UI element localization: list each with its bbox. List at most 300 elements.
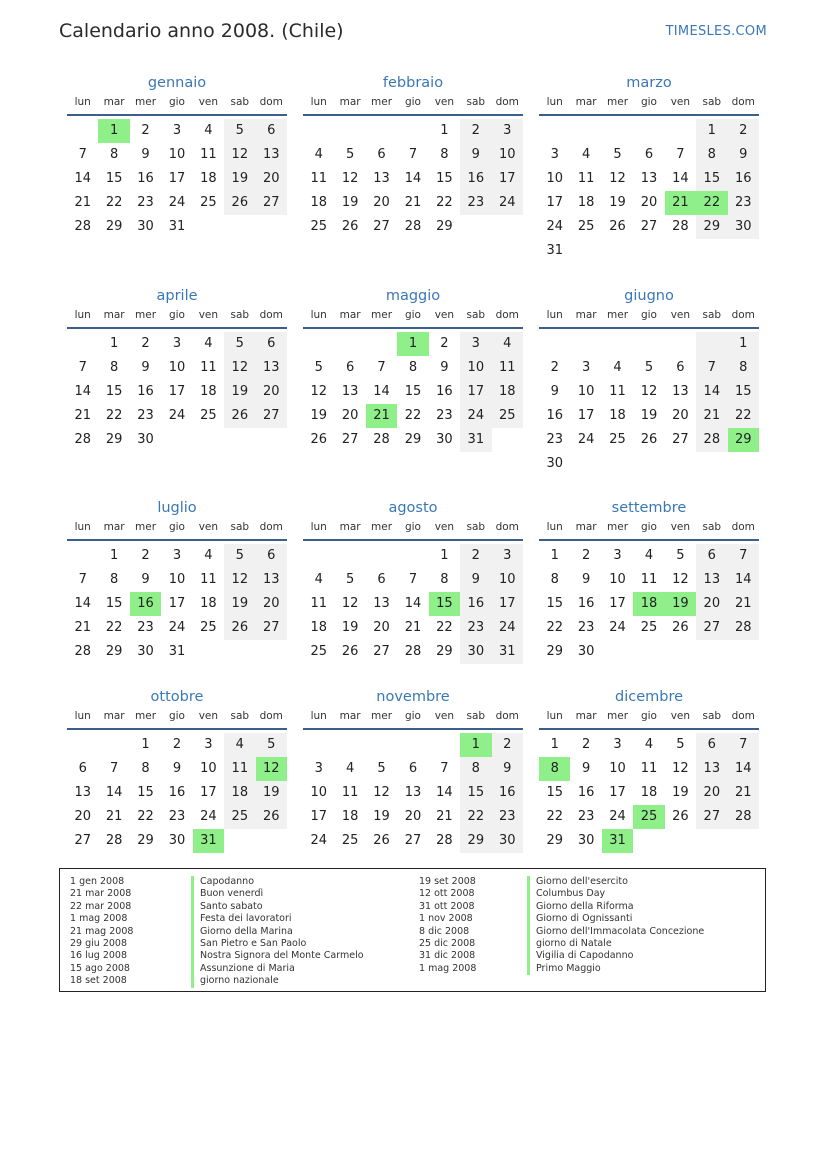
- empty-cell: [570, 119, 601, 143]
- day-cell: 8: [440, 147, 449, 162]
- month-giugno: [539, 285, 759, 476]
- day-cell: 13: [373, 596, 390, 611]
- weekday-label: dom: [259, 309, 283, 321]
- day-cell: 22: [546, 620, 563, 635]
- day-cell: 16: [460, 167, 491, 191]
- weekday-label: dom: [731, 96, 755, 108]
- day-cell: 31: [492, 640, 523, 664]
- day-cell: 12: [609, 171, 626, 186]
- day-cell: 17: [546, 195, 563, 210]
- day-cell: 10: [577, 384, 595, 399]
- day-cell: 30: [436, 432, 453, 447]
- day-cell: 11: [200, 147, 217, 162]
- day-cell: 26: [341, 219, 359, 234]
- day-cell: 26: [672, 809, 689, 824]
- day-cell: 17: [168, 384, 186, 399]
- day-cell: 8: [550, 572, 559, 587]
- day-cell: 20: [696, 781, 727, 805]
- day-cell: 23: [436, 408, 453, 423]
- day-cell: 26: [672, 620, 689, 635]
- empty-cell: [696, 829, 727, 853]
- day-cell: 20: [341, 408, 359, 423]
- day-cell: 24: [577, 432, 595, 447]
- day-cell: 11: [640, 572, 658, 587]
- day-cell: 29: [436, 644, 453, 659]
- empty-cell: [633, 119, 664, 143]
- day-cell: 12: [640, 384, 658, 399]
- month-settembre: [539, 497, 759, 664]
- legend-holiday-name: Assunzione di Maria: [191, 963, 364, 975]
- empty-cell: [665, 119, 696, 143]
- day-cell: 6: [256, 332, 287, 356]
- month-ottobre: [67, 686, 287, 853]
- day-cell: 21: [404, 195, 422, 210]
- day-cell: 10: [200, 761, 217, 776]
- weekday-label: gio: [640, 710, 657, 722]
- empty-cell: [633, 829, 664, 853]
- day-cell: 21: [74, 195, 91, 210]
- weekday-label: mer: [135, 521, 157, 533]
- day-cell: 24: [609, 620, 626, 635]
- day-cell: 30: [546, 456, 563, 471]
- legend-date: 1 mag 2008: [419, 962, 477, 974]
- day-cell: 10: [460, 356, 491, 380]
- empty-cell: [633, 640, 664, 664]
- day-cell: 17: [609, 596, 626, 611]
- legend-date: 21 mar 2008: [70, 888, 132, 900]
- day-cell: 17: [168, 596, 186, 611]
- day-cell: 11: [200, 572, 217, 587]
- weekday-label: mer: [607, 96, 629, 108]
- weekday-label: mer: [371, 521, 393, 533]
- day-cell: 21: [728, 592, 759, 616]
- legend-date: 16 lug 2008: [70, 950, 127, 962]
- empty-cell: [256, 640, 287, 664]
- day-cell: 21: [404, 620, 422, 635]
- day-cell: 25: [224, 805, 255, 829]
- holiday-day-cell: 1: [98, 119, 129, 143]
- legend-date: 22 mar 2008: [70, 900, 132, 912]
- empty-cell: [570, 452, 601, 476]
- day-cell: 30: [137, 644, 154, 659]
- day-cell: 3: [492, 544, 523, 568]
- day-cell: 13: [672, 384, 689, 399]
- day-cell: 29: [137, 833, 154, 848]
- legend-holiday-name: Vigilia di Capodanno: [527, 950, 704, 962]
- month-divider: [539, 327, 759, 329]
- weekday-label: ven: [670, 710, 691, 722]
- month-title: agosto: [388, 500, 438, 516]
- day-cell: 7: [109, 761, 119, 776]
- day-cell: 27: [672, 432, 689, 447]
- legend-holiday-name: Giorno dell'Immacolata Concezione: [527, 926, 704, 938]
- empty-cell: [696, 452, 727, 476]
- month-title: luglio: [157, 500, 197, 516]
- month-divider: [539, 728, 759, 730]
- month-title: dicembre: [614, 689, 684, 705]
- weekday-label: ven: [198, 521, 219, 533]
- day-cell: 22: [105, 195, 123, 210]
- day-cell: 15: [105, 171, 123, 186]
- weekday-label: mar: [575, 96, 597, 108]
- day-cell: 29: [436, 219, 453, 234]
- day-cell: 10: [168, 147, 186, 162]
- day-cell: 18: [640, 785, 658, 800]
- day-cell: 3: [172, 336, 182, 351]
- legend-holiday-name: giorno nazionale: [191, 975, 364, 987]
- day-cell: 14: [74, 596, 91, 611]
- day-cell: 11: [224, 757, 255, 781]
- empty-cell: [303, 332, 334, 356]
- day-cell: 25: [310, 219, 327, 234]
- day-cell: 15: [137, 785, 154, 800]
- empty-cell: [539, 332, 570, 356]
- empty-cell: [224, 215, 255, 239]
- month-title: maggio: [385, 288, 441, 304]
- day-cell: 21: [105, 809, 123, 824]
- weekday-label: gio: [640, 521, 657, 533]
- day-cell: 10: [492, 568, 523, 592]
- legend-date: 25 dic 2008: [419, 937, 476, 949]
- empty-cell: [570, 239, 601, 263]
- day-cell: 16: [492, 781, 523, 805]
- legend-holiday-name: San Pietro e San Paolo: [191, 938, 364, 950]
- day-cell: 18: [224, 781, 255, 805]
- holiday-day-cell: 1: [397, 332, 428, 356]
- day-cell: 21: [436, 809, 453, 824]
- day-cell: 7: [408, 572, 418, 587]
- day-cell: 8: [408, 360, 418, 375]
- day-cell: 27: [640, 219, 658, 234]
- month-title: ottobre: [150, 689, 204, 705]
- day-cell: 20: [696, 592, 727, 616]
- legend-date: 15 ago 2008: [70, 962, 130, 974]
- day-cell: 6: [408, 761, 418, 776]
- day-cell: 14: [728, 757, 759, 781]
- legend-names-left: [191, 876, 364, 988]
- legend-holiday-name: Festa dei lavoratori: [191, 913, 364, 925]
- day-cell: 6: [256, 544, 287, 568]
- weekday-label: dom: [259, 710, 283, 722]
- day-cell: 1: [440, 123, 449, 138]
- day-cell: 4: [204, 123, 213, 138]
- day-cell: 2: [172, 737, 182, 752]
- day-cell: 7: [78, 572, 87, 587]
- holiday-legend: [59, 868, 766, 992]
- empty-cell: [366, 544, 397, 568]
- day-cell: 19: [341, 620, 359, 635]
- day-cell: 21: [74, 408, 91, 423]
- weekday-label: mar: [103, 521, 125, 533]
- weekday-label: sab: [702, 521, 722, 533]
- day-cell: 24: [168, 620, 186, 635]
- day-cell: 16: [577, 596, 595, 611]
- day-cell: 13: [256, 356, 287, 380]
- day-cell: 17: [168, 171, 186, 186]
- day-cell: 19: [310, 408, 327, 423]
- day-cell: 17: [577, 408, 595, 423]
- day-cell: 2: [581, 548, 591, 563]
- month-divider: [303, 539, 523, 541]
- weekday-label: mar: [103, 710, 125, 722]
- empty-cell: [460, 215, 491, 239]
- legend-holiday-name: Nostra Signora del Monte Carmelo: [191, 950, 364, 962]
- holiday-day-cell: 19: [665, 592, 696, 616]
- day-cell: 11: [577, 171, 595, 186]
- day-cell: 27: [74, 833, 91, 848]
- day-cell: 6: [377, 147, 386, 162]
- day-cell: 25: [200, 408, 217, 423]
- weekday-label: sab: [230, 710, 250, 722]
- day-cell: 28: [672, 219, 689, 234]
- day-cell: 23: [460, 616, 491, 640]
- holiday-day-cell: 29: [728, 428, 759, 452]
- brand-link[interactable]: TIMESLES.COM: [665, 24, 767, 39]
- day-cell: 18: [492, 380, 523, 404]
- day-cell: 24: [168, 408, 186, 423]
- weekday-label: gio: [168, 710, 185, 722]
- day-cell: 10: [609, 761, 626, 776]
- day-cell: 11: [310, 596, 327, 611]
- weekday-label: mar: [103, 309, 125, 321]
- day-cell: 29: [105, 644, 123, 659]
- legend-holiday-name: Columbus Day: [527, 888, 704, 900]
- legend-date: 21 mag 2008: [70, 925, 134, 937]
- day-cell: 1: [109, 336, 119, 351]
- day-cell: 10: [168, 360, 186, 375]
- month-divider: [67, 728, 287, 730]
- day-cell: 27: [404, 833, 422, 848]
- holiday-day-cell: 8: [539, 757, 570, 781]
- day-cell: 16: [577, 785, 595, 800]
- day-cell: 2: [460, 119, 491, 143]
- legend-holiday-name: Giorno dell'esercito: [527, 876, 704, 888]
- day-cell: 13: [256, 568, 287, 592]
- day-cell: 5: [345, 147, 355, 162]
- holiday-day-cell: 31: [193, 829, 224, 853]
- weekday-label: dom: [495, 309, 519, 321]
- day-cell: 18: [577, 195, 595, 210]
- day-cell: 20: [256, 592, 287, 616]
- day-cell: 22: [546, 809, 563, 824]
- month-gennaio: [67, 72, 287, 239]
- day-cell: 4: [644, 548, 654, 563]
- month-dicembre: [539, 686, 759, 853]
- day-cell: 4: [204, 336, 213, 351]
- day-cell: 19: [256, 781, 287, 805]
- day-cell: 13: [341, 384, 359, 399]
- day-cell: 27: [256, 616, 287, 640]
- day-cell: 2: [440, 336, 449, 351]
- empty-cell: [665, 239, 696, 263]
- weekday-label: ven: [434, 96, 455, 108]
- day-cell: 2: [141, 336, 150, 351]
- day-cell: 25: [609, 432, 626, 447]
- weekday-label: sab: [702, 96, 722, 108]
- day-cell: 12: [341, 596, 359, 611]
- day-cell: 22: [404, 408, 422, 423]
- empty-cell: [397, 544, 428, 568]
- day-cell: 29: [105, 219, 123, 234]
- day-cell: 16: [137, 171, 154, 186]
- empty-cell: [303, 544, 334, 568]
- day-cell: 12: [224, 356, 255, 380]
- day-cell: 26: [224, 404, 255, 428]
- day-cell: 9: [141, 147, 150, 162]
- empty-cell: [67, 332, 98, 356]
- month-title: aprile: [156, 288, 198, 304]
- holiday-day-cell: 12: [256, 757, 287, 781]
- empty-cell: [602, 640, 633, 664]
- day-cell: 28: [728, 616, 759, 640]
- day-cell: 20: [256, 167, 287, 191]
- day-cell: 10: [310, 785, 327, 800]
- weekday-label: ven: [198, 96, 219, 108]
- day-cell: 4: [492, 332, 523, 356]
- day-cell: 8: [696, 143, 727, 167]
- day-cell: 24: [460, 404, 491, 428]
- day-cell: 2: [581, 737, 591, 752]
- weekday-label: ven: [434, 309, 455, 321]
- day-cell: 4: [314, 572, 323, 587]
- day-cell: 14: [436, 785, 453, 800]
- empty-cell: [602, 119, 633, 143]
- day-cell: 29: [404, 432, 422, 447]
- day-cell: 11: [492, 356, 523, 380]
- day-cell: 2: [141, 548, 150, 563]
- day-cell: 20: [404, 809, 422, 824]
- day-cell: 6: [256, 119, 287, 143]
- empty-cell: [224, 829, 255, 853]
- day-cell: 9: [172, 761, 182, 776]
- day-cell: 15: [436, 171, 453, 186]
- day-cell: 30: [492, 829, 523, 853]
- day-cell: 12: [224, 568, 255, 592]
- day-cell: 9: [141, 360, 150, 375]
- empty-cell: [696, 332, 727, 356]
- weekday-label: sab: [702, 710, 722, 722]
- day-cell: 29: [696, 215, 727, 239]
- day-cell: 7: [78, 360, 87, 375]
- weekday-label: dom: [731, 710, 755, 722]
- legend-holiday-name: Giorno di Ognissanti: [527, 913, 704, 925]
- day-cell: 1: [728, 332, 759, 356]
- weekday-label: gio: [640, 96, 657, 108]
- day-cell: 23: [546, 432, 563, 447]
- day-cell: 9: [460, 568, 491, 592]
- day-cell: 6: [696, 733, 727, 757]
- day-cell: 2: [460, 544, 491, 568]
- day-cell: 19: [609, 195, 626, 210]
- day-cell: 7: [440, 761, 449, 776]
- empty-cell: [334, 119, 365, 143]
- day-cell: 7: [377, 360, 386, 375]
- day-cell: 22: [105, 408, 123, 423]
- day-cell: 8: [109, 572, 119, 587]
- legend-date: 8 dic 2008: [419, 925, 470, 937]
- legend-holiday-name: Santo sabato: [191, 901, 364, 913]
- empty-cell: [570, 332, 601, 356]
- day-cell: 24: [492, 191, 523, 215]
- weekday-label: mer: [607, 521, 629, 533]
- empty-cell: [665, 640, 696, 664]
- day-cell: 30: [137, 432, 154, 447]
- weekday-label: lun: [310, 710, 327, 722]
- legend-holiday-name: Buon venerdì: [191, 888, 364, 900]
- weekday-label: ven: [434, 710, 455, 722]
- empty-cell: [633, 452, 664, 476]
- day-cell: 15: [696, 167, 727, 191]
- month-title: settembre: [611, 500, 687, 516]
- weekday-label: sab: [466, 309, 486, 321]
- weekday-label: gio: [168, 309, 185, 321]
- day-cell: 8: [109, 147, 119, 162]
- weekday-label: gio: [404, 309, 421, 321]
- day-cell: 8: [109, 360, 119, 375]
- holiday-day-cell: 31: [602, 829, 633, 853]
- day-cell: 30: [168, 833, 186, 848]
- empty-cell: [366, 733, 397, 757]
- day-cell: 27: [373, 644, 390, 659]
- month-febbraio: [303, 72, 523, 239]
- empty-cell: [366, 119, 397, 143]
- legend-date: 12 ott 2008: [419, 888, 475, 900]
- day-cell: 13: [373, 171, 390, 186]
- holiday-day-cell: 25: [633, 805, 664, 829]
- empty-cell: [256, 829, 287, 853]
- day-cell: 12: [310, 384, 327, 399]
- empty-cell: [397, 733, 428, 757]
- weekday-label: gio: [404, 96, 421, 108]
- legend-date: 19 set 2008: [419, 876, 476, 887]
- day-cell: 4: [613, 360, 622, 375]
- day-cell: 27: [341, 432, 359, 447]
- day-cell: 5: [224, 119, 255, 143]
- weekday-label: mar: [575, 710, 597, 722]
- day-cell: 24: [609, 809, 626, 824]
- day-cell: 10: [492, 143, 523, 167]
- empty-cell: [193, 428, 224, 452]
- day-cell: 20: [672, 408, 689, 423]
- day-cell: 2: [141, 123, 150, 138]
- day-cell: 4: [581, 147, 591, 162]
- day-cell: 30: [728, 215, 759, 239]
- empty-cell: [492, 215, 523, 239]
- month-divider: [67, 327, 287, 329]
- day-cell: 18: [310, 195, 327, 210]
- day-cell: 7: [408, 147, 418, 162]
- day-cell: 14: [105, 785, 123, 800]
- day-cell: 29: [546, 644, 563, 659]
- day-cell: 8: [141, 761, 150, 776]
- day-cell: 15: [728, 380, 759, 404]
- day-cell: 23: [577, 620, 595, 635]
- legend-holiday-name: giorno di Natale: [527, 938, 704, 950]
- weekday-label: mar: [575, 521, 597, 533]
- day-cell: 20: [74, 809, 91, 824]
- weekday-label: mer: [135, 96, 157, 108]
- month-divider: [67, 114, 287, 116]
- day-cell: 15: [105, 384, 123, 399]
- weekday-label: gio: [168, 96, 185, 108]
- day-cell: 26: [256, 805, 287, 829]
- day-cell: 9: [440, 360, 449, 375]
- day-cell: 26: [224, 616, 255, 640]
- holiday-day-cell: 15: [429, 592, 460, 616]
- day-cell: 22: [105, 620, 123, 635]
- day-cell: 14: [74, 384, 91, 399]
- day-cell: 7: [78, 147, 87, 162]
